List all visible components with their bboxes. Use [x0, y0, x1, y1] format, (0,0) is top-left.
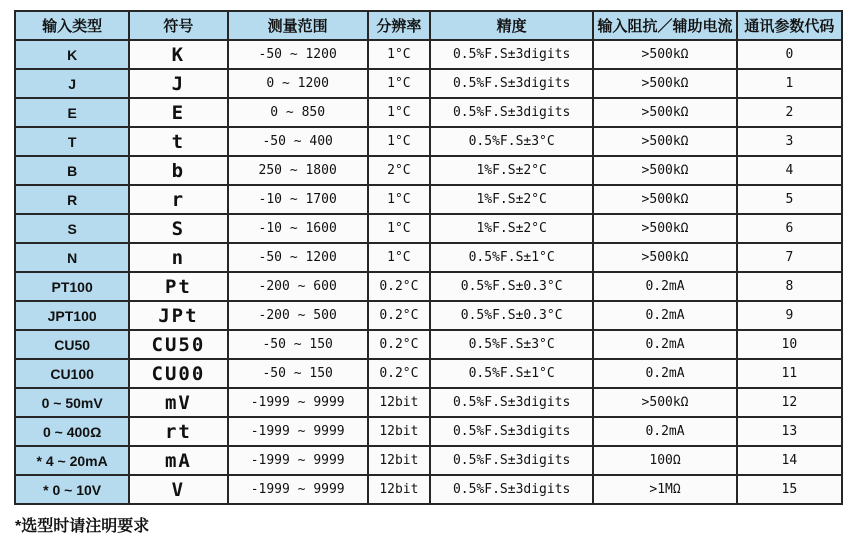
- cell-accuracy: 0.5%F.S±3°C: [430, 330, 593, 359]
- cell-resolution: 12bit: [368, 417, 430, 446]
- cell-resolution: 1°C: [368, 214, 430, 243]
- cell-symbol: mA: [129, 446, 227, 475]
- cell-code: 10: [737, 330, 842, 359]
- cell-code: 9: [737, 301, 842, 330]
- cell-range: -10 ~ 1600: [228, 214, 368, 243]
- selection-footnote: *选型时请注明要求: [15, 518, 150, 535]
- table-row: [15, 359, 842, 388]
- cell-code: 3: [737, 127, 842, 156]
- table-row: [15, 446, 842, 475]
- cell-input-type: CU100: [15, 359, 129, 388]
- cell-resolution: 1°C: [368, 243, 430, 272]
- cell-code: 11: [737, 359, 842, 388]
- cell-symbol: n: [129, 243, 227, 272]
- cell-symbol: t: [129, 127, 227, 156]
- table-row: [15, 417, 842, 446]
- cell-input-type: * 0 ~ 10V: [15, 475, 129, 504]
- cell-impedance: 0.2mA: [593, 417, 736, 446]
- cell-symbol: b: [129, 156, 227, 185]
- cell-code: 14: [737, 446, 842, 475]
- cell-accuracy: 0.5%F.S±3digits: [430, 40, 593, 69]
- cell-impedance: 0.2mA: [593, 272, 736, 301]
- cell-range: -200 ~ 600: [228, 272, 368, 301]
- table-row: [15, 156, 842, 185]
- header-code: 通讯参数代码: [737, 11, 842, 40]
- cell-input-type: PT100: [15, 272, 129, 301]
- cell-accuracy: 0.5%F.S±0.3°C: [430, 301, 593, 330]
- cell-code: 15: [737, 475, 842, 504]
- table-row: [15, 98, 842, 127]
- cell-accuracy: 0.5%F.S±0.3°C: [430, 272, 593, 301]
- cell-resolution: 2°C: [368, 156, 430, 185]
- cell-range: 0 ~ 850: [228, 98, 368, 127]
- cell-accuracy: 0.5%F.S±3digits: [430, 446, 593, 475]
- cell-code: 8: [737, 272, 842, 301]
- cell-range: -50 ~ 1200: [228, 40, 368, 69]
- cell-range: -1999 ~ 9999: [228, 446, 368, 475]
- table-row: [15, 388, 842, 417]
- table-row: [15, 301, 842, 330]
- cell-code: 1: [737, 69, 842, 98]
- cell-range: 250 ~ 1800: [228, 156, 368, 185]
- cell-accuracy: 0.5%F.S±3digits: [430, 388, 593, 417]
- header-resolution: 分辨率: [368, 11, 430, 40]
- cell-input-type: S: [15, 214, 129, 243]
- cell-symbol: r: [129, 185, 227, 214]
- cell-range: -50 ~ 150: [228, 330, 368, 359]
- cell-range: -1999 ~ 9999: [228, 475, 368, 504]
- cell-code: 7: [737, 243, 842, 272]
- table-row: [15, 243, 842, 272]
- cell-impedance: >1MΩ: [593, 475, 736, 504]
- table-header: [15, 11, 842, 40]
- cell-impedance: >500kΩ: [593, 388, 736, 417]
- cell-input-type: N: [15, 243, 129, 272]
- cell-accuracy: 0.5%F.S±3digits: [430, 69, 593, 98]
- cell-resolution: 1°C: [368, 40, 430, 69]
- cell-accuracy: 0.5%F.S±3digits: [430, 417, 593, 446]
- cell-accuracy: 1%F.S±2°C: [430, 214, 593, 243]
- cell-resolution: 1°C: [368, 69, 430, 98]
- cell-accuracy: 0.5%F.S±3digits: [430, 475, 593, 504]
- cell-symbol: S: [129, 214, 227, 243]
- cell-resolution: 1°C: [368, 185, 430, 214]
- cell-resolution: 12bit: [368, 475, 430, 504]
- table-row: [15, 272, 842, 301]
- cell-impedance: >500kΩ: [593, 98, 736, 127]
- cell-impedance: >500kΩ: [593, 243, 736, 272]
- cell-accuracy: 1%F.S±2°C: [430, 156, 593, 185]
- cell-impedance: 0.2mA: [593, 330, 736, 359]
- table-row: [15, 475, 842, 504]
- cell-code: 2: [737, 98, 842, 127]
- header-impedance: 输入阻抗／辅助电流: [593, 11, 736, 40]
- cell-input-type: E: [15, 98, 129, 127]
- cell-code: 0: [737, 40, 842, 69]
- header-input-type: 输入类型: [15, 11, 129, 40]
- cell-range: 0 ~ 1200: [228, 69, 368, 98]
- header-symbol: 符号: [129, 11, 227, 40]
- cell-input-type: 0 ~ 400Ω: [15, 417, 129, 446]
- table-body: [15, 40, 842, 504]
- cell-impedance: >500kΩ: [593, 40, 736, 69]
- cell-impedance: 0.2mA: [593, 359, 736, 388]
- cell-symbol: V: [129, 475, 227, 504]
- cell-range: -50 ~ 150: [228, 359, 368, 388]
- header-row: [15, 11, 842, 40]
- cell-code: 12: [737, 388, 842, 417]
- cell-accuracy: 0.5%F.S±3°C: [430, 127, 593, 156]
- cell-accuracy: 0.5%F.S±1°C: [430, 243, 593, 272]
- cell-symbol: J: [129, 69, 227, 98]
- cell-code: 13: [737, 417, 842, 446]
- cell-input-type: J: [15, 69, 129, 98]
- cell-symbol: K: [129, 40, 227, 69]
- cell-range: -10 ~ 1700: [228, 185, 368, 214]
- cell-symbol: JPt: [129, 301, 227, 330]
- cell-resolution: 0.2°C: [368, 359, 430, 388]
- cell-range: -200 ~ 500: [228, 301, 368, 330]
- cell-resolution: 0.2°C: [368, 330, 430, 359]
- cell-input-type: 0 ~ 50mV: [15, 388, 129, 417]
- cell-input-type: * 4 ~ 20mA: [15, 446, 129, 475]
- cell-resolution: 0.2°C: [368, 301, 430, 330]
- cell-range: -50 ~ 400: [228, 127, 368, 156]
- cell-range: -50 ~ 1200: [228, 243, 368, 272]
- cell-impedance: >500kΩ: [593, 156, 736, 185]
- cell-impedance: 100Ω: [593, 446, 736, 475]
- header-range: 测量范围: [228, 11, 368, 40]
- cell-impedance: 0.2mA: [593, 301, 736, 330]
- cell-resolution: 1°C: [368, 98, 430, 127]
- cell-code: 5: [737, 185, 842, 214]
- cell-resolution: 0.2°C: [368, 272, 430, 301]
- cell-symbol: E: [129, 98, 227, 127]
- cell-accuracy: 0.5%F.S±1°C: [430, 359, 593, 388]
- table-row: [15, 214, 842, 243]
- cell-resolution: 1°C: [368, 127, 430, 156]
- cell-impedance: >500kΩ: [593, 69, 736, 98]
- cell-input-type: B: [15, 156, 129, 185]
- cell-code: 4: [737, 156, 842, 185]
- cell-resolution: 12bit: [368, 388, 430, 417]
- cell-symbol: rt: [129, 417, 227, 446]
- cell-symbol: CU50: [129, 330, 227, 359]
- cell-resolution: 12bit: [368, 446, 430, 475]
- cell-range: -1999 ~ 9999: [228, 388, 368, 417]
- cell-accuracy: 0.5%F.S±3digits: [430, 98, 593, 127]
- table-row: [15, 127, 842, 156]
- input-spec-table: [14, 10, 843, 505]
- table-row: [15, 69, 842, 98]
- table-row: [15, 40, 842, 69]
- cell-input-type: R: [15, 185, 129, 214]
- cell-code: 6: [737, 214, 842, 243]
- cell-input-type: CU50: [15, 330, 129, 359]
- cell-input-type: T: [15, 127, 129, 156]
- table-row: [15, 185, 842, 214]
- cell-impedance: >500kΩ: [593, 127, 736, 156]
- cell-symbol: CU00: [129, 359, 227, 388]
- header-accuracy: 精度: [430, 11, 593, 40]
- cell-symbol: mV: [129, 388, 227, 417]
- cell-accuracy: 1%F.S±2°C: [430, 185, 593, 214]
- cell-range: -1999 ~ 9999: [228, 417, 368, 446]
- cell-input-type: JPT100: [15, 301, 129, 330]
- cell-impedance: >500kΩ: [593, 185, 736, 214]
- table-row: [15, 330, 842, 359]
- cell-impedance: >500kΩ: [593, 214, 736, 243]
- cell-symbol: Pt: [129, 272, 227, 301]
- cell-input-type: K: [15, 40, 129, 69]
